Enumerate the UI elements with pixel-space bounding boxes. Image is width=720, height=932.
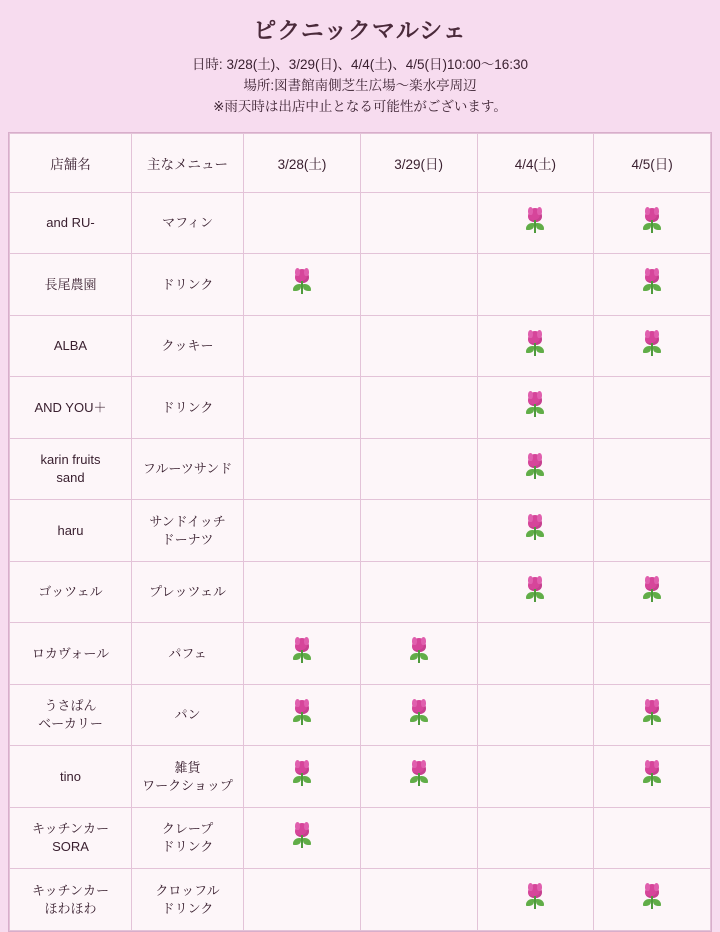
cell-day-1-open xyxy=(244,623,361,685)
cell-day-3-closed xyxy=(477,623,594,685)
cell-day-2-closed xyxy=(360,438,477,500)
tulip-icon xyxy=(408,761,430,787)
cell-menu-name-text: マフィン xyxy=(162,215,214,231)
cell-shop-name-text: AND YOU＋ xyxy=(34,399,107,415)
tulip-icon xyxy=(641,761,663,787)
cell-shop-name-text: キッチンカー ほわほわ xyxy=(31,882,110,916)
cell-day-1-closed xyxy=(244,192,361,254)
tulip-icon xyxy=(524,577,546,603)
cell-day-4-open xyxy=(594,192,711,254)
cell-day-1-closed xyxy=(244,561,361,623)
table-row xyxy=(10,684,711,746)
cell-day-2-open xyxy=(360,746,477,808)
event-info-line-datetime: 日時: 3/28(土)、3/29(日)、4/4(土)、4/5(日)10:00〜16:30 xyxy=(191,57,529,72)
cell-menu-name xyxy=(131,807,243,869)
table-row xyxy=(10,192,711,254)
cell-day-1-closed xyxy=(244,377,361,439)
tulip-icon xyxy=(291,761,313,787)
cell-day-2-closed xyxy=(360,500,477,562)
event-info-line-place: 場所:図書館南側芝生広場〜楽水亭周辺 xyxy=(243,77,477,93)
cell-day-4-open xyxy=(594,561,711,623)
cell-shop-name xyxy=(10,869,132,931)
tulip-icon xyxy=(524,331,546,357)
tulip-icon xyxy=(524,454,546,480)
table-header-row xyxy=(10,133,711,192)
column-header-menu: 主なメニュー xyxy=(131,133,243,192)
cell-shop-name xyxy=(10,807,132,869)
cell-day-4-open xyxy=(594,684,711,746)
cell-shop-name-text: 長尾農園 xyxy=(44,276,97,292)
cell-day-1-closed xyxy=(244,869,361,931)
table-row xyxy=(10,623,711,685)
tulip-icon xyxy=(641,700,663,726)
table-row xyxy=(10,377,711,439)
table-row xyxy=(10,438,711,500)
cell-day-2-closed xyxy=(360,315,477,377)
cell-day-4-open xyxy=(594,746,711,808)
table-row xyxy=(10,746,711,808)
table-header xyxy=(10,133,711,192)
table-body xyxy=(10,192,711,930)
column-header-day-2: 3/29(日) xyxy=(360,133,477,192)
tulip-icon xyxy=(408,700,430,726)
cell-shop-name xyxy=(10,254,132,316)
tulip-icon xyxy=(291,638,313,664)
tulip-icon xyxy=(524,884,546,910)
cell-shop-name xyxy=(10,438,132,500)
cell-day-4-open xyxy=(594,315,711,377)
cell-day-1-closed xyxy=(244,315,361,377)
tulip-icon xyxy=(291,823,313,849)
cell-shop-name-text: ALBA xyxy=(53,338,88,354)
cell-day-3-open xyxy=(477,192,594,254)
cell-day-3-closed xyxy=(477,254,594,316)
tulip-icon xyxy=(291,700,313,726)
cell-shop-name-text: うさぱん ベーカリー xyxy=(38,698,103,732)
table-row xyxy=(10,315,711,377)
tulip-icon xyxy=(291,269,313,295)
table-row xyxy=(10,500,711,562)
cell-day-4-closed xyxy=(594,500,711,562)
tulip-icon xyxy=(641,208,663,234)
cell-shop-name xyxy=(10,623,132,685)
cell-day-2-open xyxy=(360,684,477,746)
cell-shop-name-text: キッチンカー SORA xyxy=(31,821,110,855)
cell-day-3-open xyxy=(477,438,594,500)
cell-shop-name xyxy=(10,746,132,808)
cell-menu-name xyxy=(131,500,243,562)
cell-day-4-closed xyxy=(594,438,711,500)
cell-menu-name-text: パフェ xyxy=(168,645,207,661)
cell-menu-name xyxy=(131,377,243,439)
cell-day-2-closed xyxy=(360,192,477,254)
cell-shop-name-text: ロカヴォール xyxy=(31,645,110,661)
cell-menu-name xyxy=(131,561,243,623)
tulip-icon xyxy=(408,638,430,664)
tulip-icon xyxy=(641,331,663,357)
cell-day-4-closed xyxy=(594,377,711,439)
cell-menu-name-text: プレッツェル xyxy=(149,584,226,600)
tulip-icon xyxy=(641,884,663,910)
cell-menu-name xyxy=(131,254,243,316)
cell-day-4-open xyxy=(594,254,711,316)
cell-day-2-closed xyxy=(360,561,477,623)
cell-day-1-closed xyxy=(244,500,361,562)
cell-shop-name xyxy=(10,377,132,439)
cell-day-3-open xyxy=(477,869,594,931)
tulip-icon xyxy=(524,515,546,541)
cell-menu-name xyxy=(131,315,243,377)
cell-menu-name xyxy=(131,746,243,808)
cell-day-3-closed xyxy=(477,684,594,746)
table-row xyxy=(10,869,711,931)
cell-day-3-closed xyxy=(477,807,594,869)
cell-shop-name xyxy=(10,315,132,377)
cell-day-2-closed xyxy=(360,377,477,439)
cell-day-1-open xyxy=(244,254,361,316)
cell-menu-name-text: 雑貨 ワークショップ xyxy=(142,759,233,793)
cell-shop-name xyxy=(10,684,132,746)
cell-shop-name xyxy=(10,561,132,623)
cell-menu-name xyxy=(131,623,243,685)
cell-day-3-open xyxy=(477,377,594,439)
cell-menu-name-text: ドリンク xyxy=(161,399,214,415)
cell-day-3-open xyxy=(477,315,594,377)
cell-day-1-open xyxy=(244,746,361,808)
cell-menu-name-text: クロッフル ドリンク xyxy=(155,882,220,916)
cell-day-4-open xyxy=(594,869,711,931)
cell-shop-name-text: haru xyxy=(57,522,84,538)
cell-menu-name xyxy=(131,684,243,746)
column-header-day-4: 4/5(日) xyxy=(594,133,711,192)
tulip-icon xyxy=(524,208,546,234)
page-title: ピクニックマルシェ xyxy=(253,17,467,43)
cell-day-1-open xyxy=(244,807,361,869)
cell-menu-name-text: クレープ ドリンク xyxy=(161,821,214,855)
cell-day-1-open xyxy=(244,684,361,746)
cell-shop-name-text: karin fruits sand xyxy=(40,452,101,486)
cell-shop-name xyxy=(10,192,132,254)
cell-shop-name-text: tino xyxy=(60,768,81,784)
cell-day-2-closed xyxy=(360,254,477,316)
tulip-icon xyxy=(641,269,663,295)
cell-menu-name-text: サンドイッチ ドーナツ xyxy=(149,513,226,547)
cell-menu-name xyxy=(131,192,243,254)
cell-day-3-open xyxy=(477,561,594,623)
event-info-line-note: ※雨天時は出店中止となる可能性がございます。 xyxy=(213,98,507,114)
table-row xyxy=(10,807,711,869)
cell-day-2-closed xyxy=(360,869,477,931)
schedule-table xyxy=(9,133,711,931)
cell-day-2-closed xyxy=(360,807,477,869)
cell-day-2-open xyxy=(360,623,477,685)
cell-menu-name-text: フルーツサンド xyxy=(142,461,233,477)
tulip-icon xyxy=(524,392,546,418)
cell-shop-name xyxy=(10,500,132,562)
cell-day-3-open xyxy=(477,500,594,562)
cell-shop-name-text: ゴッツェル xyxy=(38,584,103,600)
table-row xyxy=(10,561,711,623)
tulip-icon xyxy=(641,577,663,603)
column-header-day-3: 4/4(土) xyxy=(477,133,594,192)
schedule-table-container xyxy=(8,132,712,932)
cell-day-3-closed xyxy=(477,746,594,808)
cell-day-4-closed xyxy=(594,623,711,685)
cell-menu-name-text: クッキー xyxy=(161,338,214,354)
column-header-shop: 店舗名 xyxy=(10,133,132,192)
cell-menu-name xyxy=(131,869,243,931)
cell-day-4-closed xyxy=(594,807,711,869)
cell-menu-name-text: パン xyxy=(174,707,201,723)
column-header-day-1: 3/28(土) xyxy=(244,133,361,192)
event-info xyxy=(0,55,720,118)
cell-menu-name xyxy=(131,438,243,500)
cell-day-1-closed xyxy=(244,438,361,500)
cell-menu-name-text: ドリンク xyxy=(161,276,214,292)
table-row xyxy=(10,254,711,316)
cell-shop-name-text: and RU- xyxy=(46,215,95,231)
